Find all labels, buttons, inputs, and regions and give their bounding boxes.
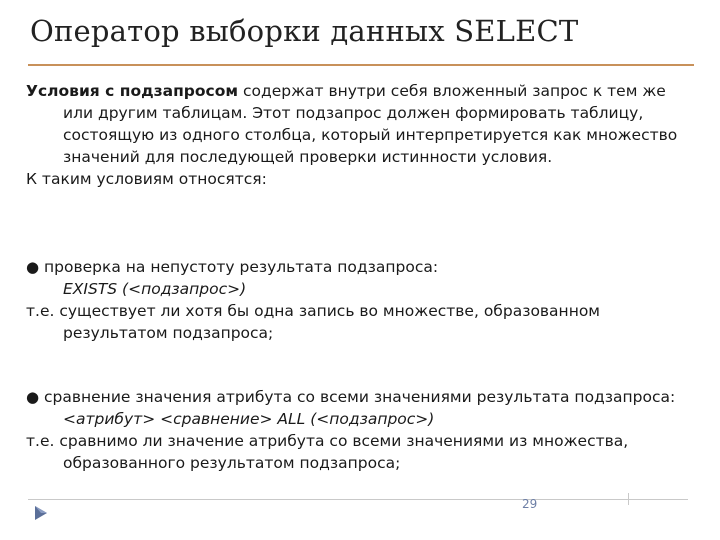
bullet-icon: ● xyxy=(26,258,40,276)
spacer xyxy=(26,344,694,386)
slide-title: Оператор выборки данных SELECT xyxy=(30,14,579,48)
intro-paragraph xyxy=(26,80,694,168)
bullet-1-syntax: EXISTS (<подзапрос>) xyxy=(63,280,247,298)
slide-body xyxy=(26,80,694,474)
title-divider xyxy=(28,64,694,66)
bullet-2 xyxy=(26,386,694,408)
bullet-2-text: сравнение значения атрибута со всеми значениями результата подзапроса: xyxy=(39,388,676,406)
footer-tick xyxy=(628,493,629,505)
spacer xyxy=(26,190,694,256)
bullet-2-syntax: <атрибут> <сравнение> ALL (<подзапрос>) xyxy=(63,410,435,428)
bullet-1-text: проверка на непустоту результата подзапроса: xyxy=(39,258,439,276)
intro-lead: Условия с подзапросом xyxy=(26,82,239,100)
bullet-icon: ● xyxy=(26,388,40,406)
intro-line-2: К таким условиям относятся: xyxy=(26,170,267,188)
bullet-1 xyxy=(26,256,694,278)
page-number: 29 xyxy=(522,497,538,511)
bullet-1-explanation: т.е. существует ли хотя бы одна запись во множестве, образованном результатом подзапроса; xyxy=(26,302,600,342)
footer-divider xyxy=(28,499,688,500)
bullet-2-explanation: т.е. сравнимо ли значение атрибута со всеми значениями из множества, образованного результатом подзапроса; xyxy=(26,432,629,472)
intro-text: содержат внутри себя вложенный запрос к тем же или другим таблицам. Этот подзапрос должен формировать таблицу, состоящую из одного столбца, который интерпретируется как множество значений для последующей проверки истинности условия. xyxy=(63,82,678,166)
triangle-right-icon[interactable] xyxy=(32,504,50,522)
